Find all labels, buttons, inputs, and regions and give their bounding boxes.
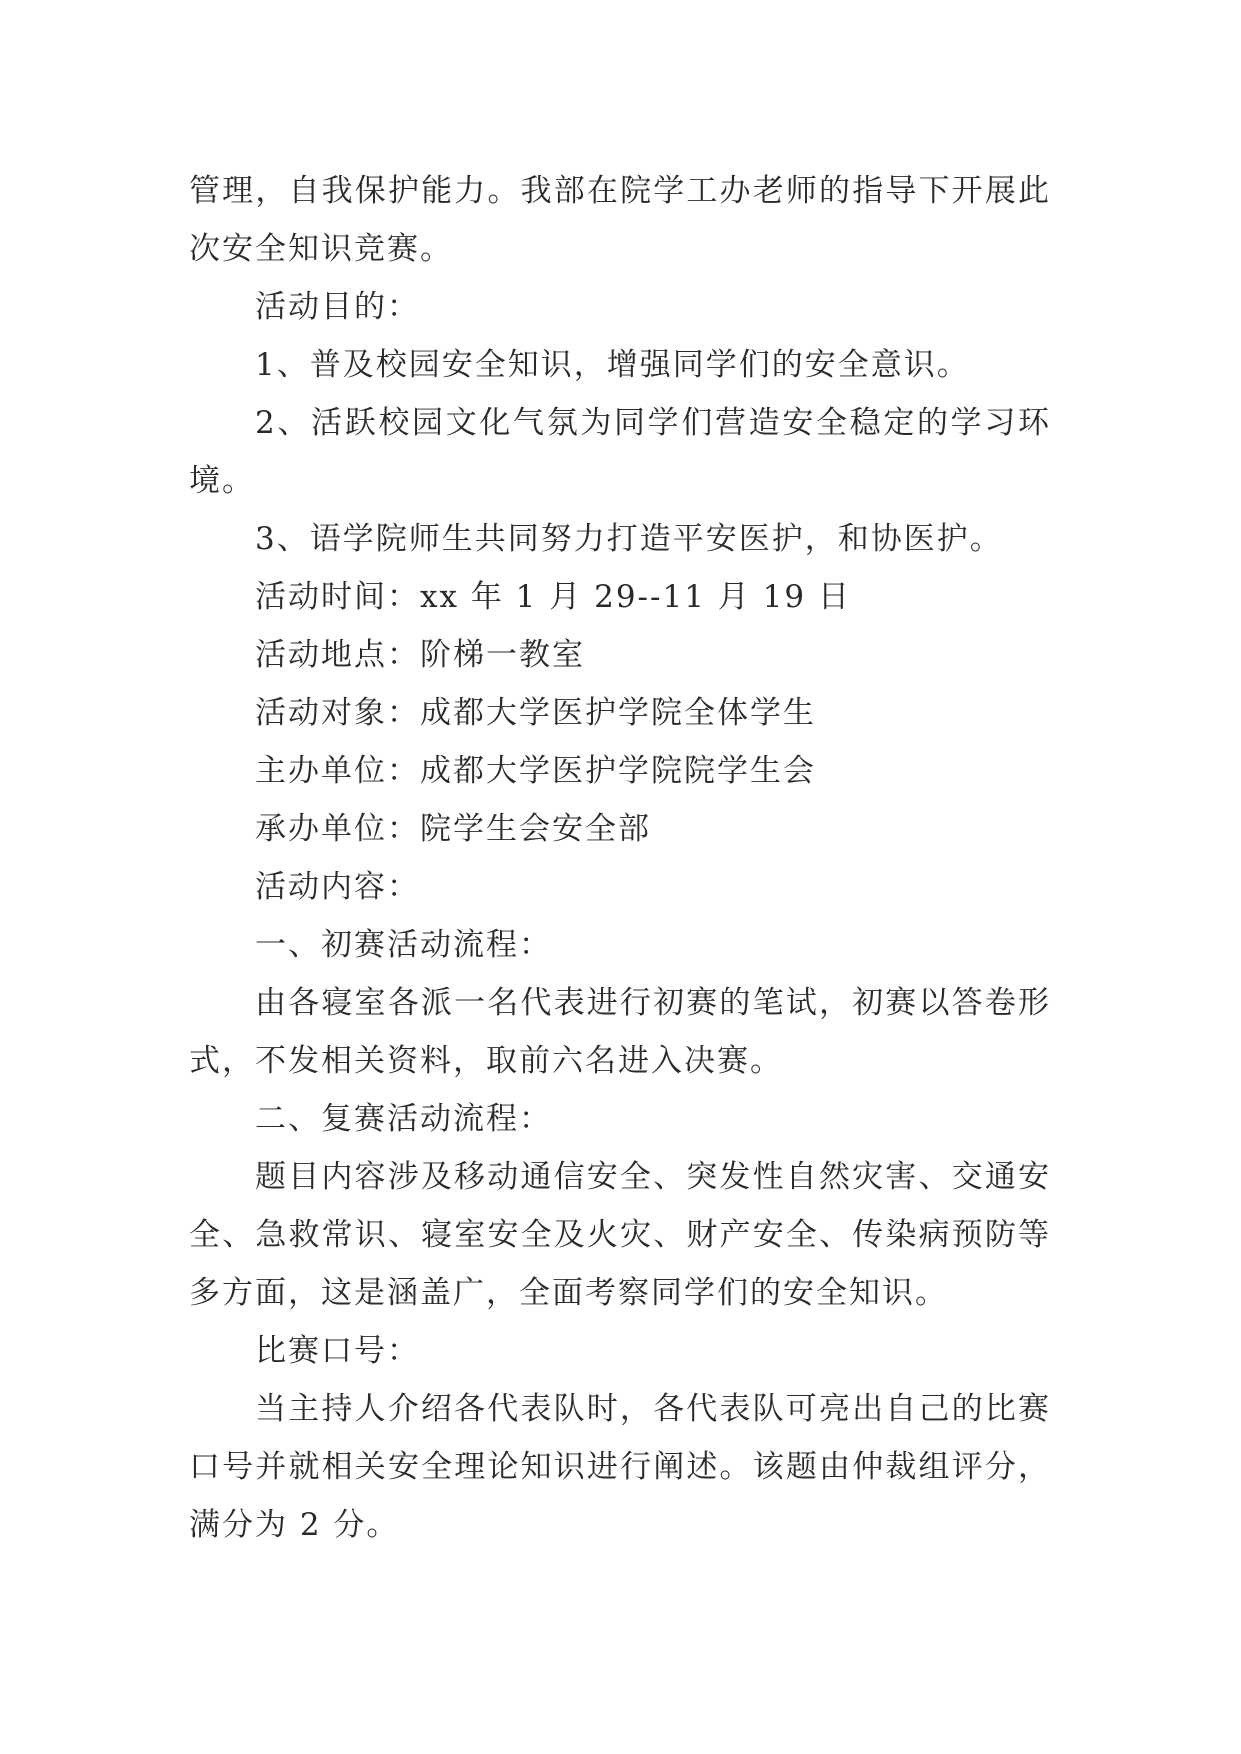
activity-location: 活动地点：阶梯一教室 (255, 637, 585, 673)
list-item-purpose-1: 1、普及校园安全知识，增强同学们的安全意识。 (255, 347, 970, 383)
paragraph-rematch-details: 题目内容涉及移动通信安全、突发性自然灾害、交通安全、急救常识、寝室安全及火灾、财产安全、传染病预防等多方面，这是涵盖广，全面考察同学们的安全知识。 (189, 1159, 1051, 1311)
document-body (189, 162, 1051, 1554)
paragraph-preliminary-details: 由各寝室各派一名代表进行初赛的笔试，初赛以答卷形式，不发相关资料，取前六名进入决赛。 (189, 985, 1051, 1079)
co-organizer: 承办单位：院学生会安全部 (255, 811, 651, 847)
activity-target: 活动对象：成都大学医护学院全体学生 (255, 695, 816, 731)
heading-preliminary-process: 一、初赛活动流程： (255, 927, 552, 963)
paragraph-intro-continuation: 管理，自我保护能力。我部在院学工办老师的指导下开展此次安全知识竞赛。 (189, 173, 1051, 267)
paragraph-slogan-details: 当主持人介绍各代表队时，各代表队可亮出自己的比赛口号并就相关安全理论知识进行阐述。该题由仲裁组评分，满分为 2 分。 (189, 1391, 1051, 1543)
heading-slogan: 比赛口号： (255, 1333, 420, 1369)
heading-rematch-process: 二、复赛活动流程： (255, 1101, 552, 1137)
heading-activity-content: 活动内容： (255, 869, 420, 905)
organizer: 主办单位：成都大学医护学院院学生会 (255, 753, 816, 789)
list-item-purpose-3: 3、语学院师生共同努力打造平安医护，和协医护。 (255, 521, 1003, 557)
list-item-purpose-2: 2、活跃校园文化气氛为同学们营造安全稳定的学习环境。 (189, 405, 1051, 499)
heading-activity-purpose: 活动目的： (255, 289, 420, 325)
activity-time: 活动时间：xx 年 1 月 29--11 月 19 日 (255, 579, 851, 615)
